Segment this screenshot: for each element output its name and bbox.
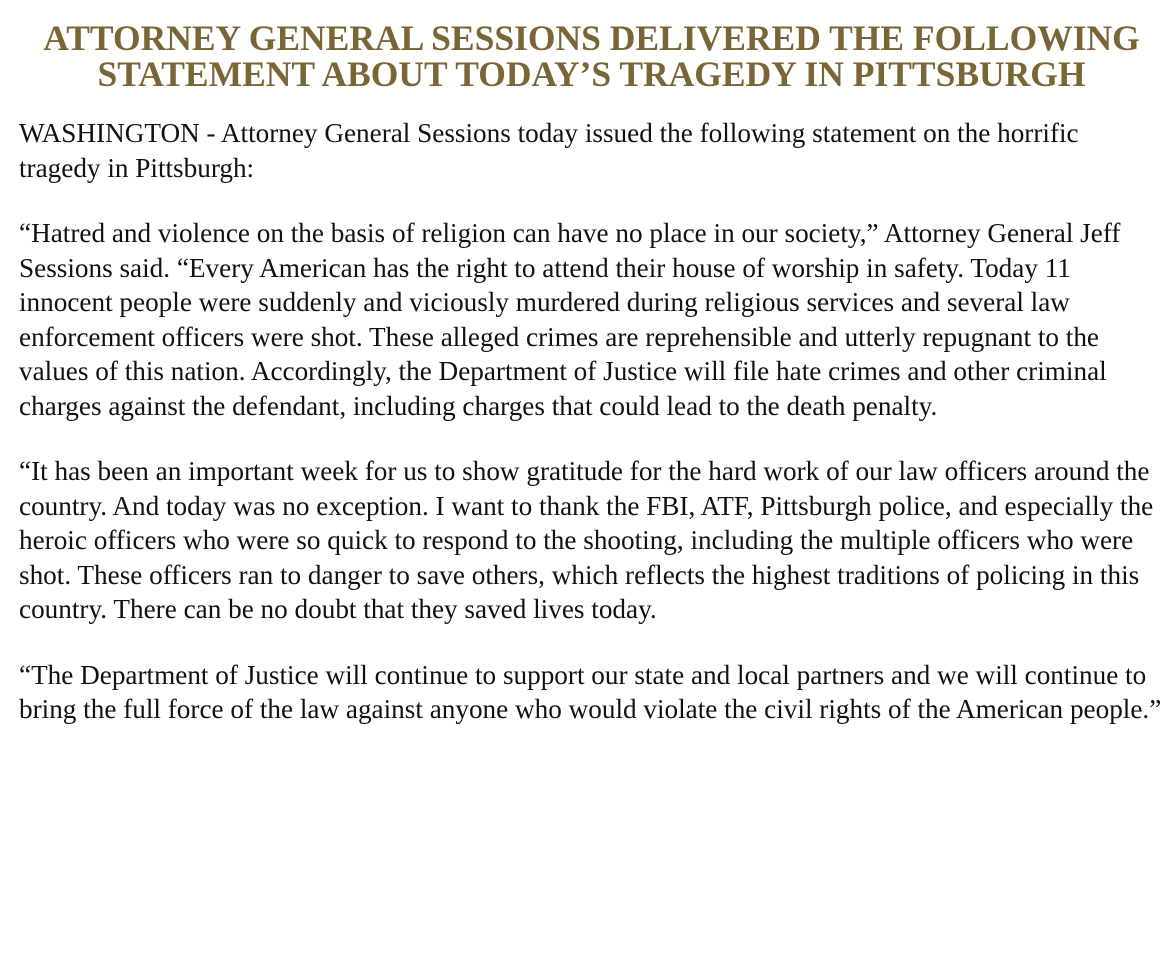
statement-body (19, 116, 1164, 727)
paragraph-intro: WASHINGTON - Attorney General Sessions today issued the following statement on the horrific tragedy in Pittsburgh: (19, 118, 1079, 183)
paragraph-quote-justice: “The Department of Justice will continue to support our state and local partners and we will continue to bring the full force of the law against anyone who would violate the civil rights of the American people.” (19, 659, 1162, 724)
paragraph-quote-gratitude: “It has been an important week for us to show gratitude for the hard work of our law officers around the country. And today was no exception. I want to thank the FBI, ATF, Pittsburgh police, and especially the heroic officers who were so quick to respond to the shooting, including the multiple officers who were shot. These officers ran to danger to save others, which reflects the highest traditions of policing in this country. There can be no doubt that they saved lives today. (19, 456, 1154, 624)
statement-title: ATTORNEY GENERAL SESSIONS DELIVERED THE FOLLOWING STATEMENT ABOUT TODAY’S TRAGEDY IN PITTSBURGH (43, 18, 1140, 94)
paragraph-quote-hatred: “Hatred and violence on the basis of religion can have no place in our society,” Attorney General Jeff Sessions said. “Every American has the right to attend their house of worship in safety. Today 11 innocent people were suddenly and viciously murdered during religious services and several law enforcement officers were shot. These alleged crimes are reprehensible and utterly repugnant to the values of this nation. Accordingly, the Department of Justice will file hate crimes and other criminal charges against the defendant, including charges that could lead to the death penalty. (19, 218, 1121, 421)
